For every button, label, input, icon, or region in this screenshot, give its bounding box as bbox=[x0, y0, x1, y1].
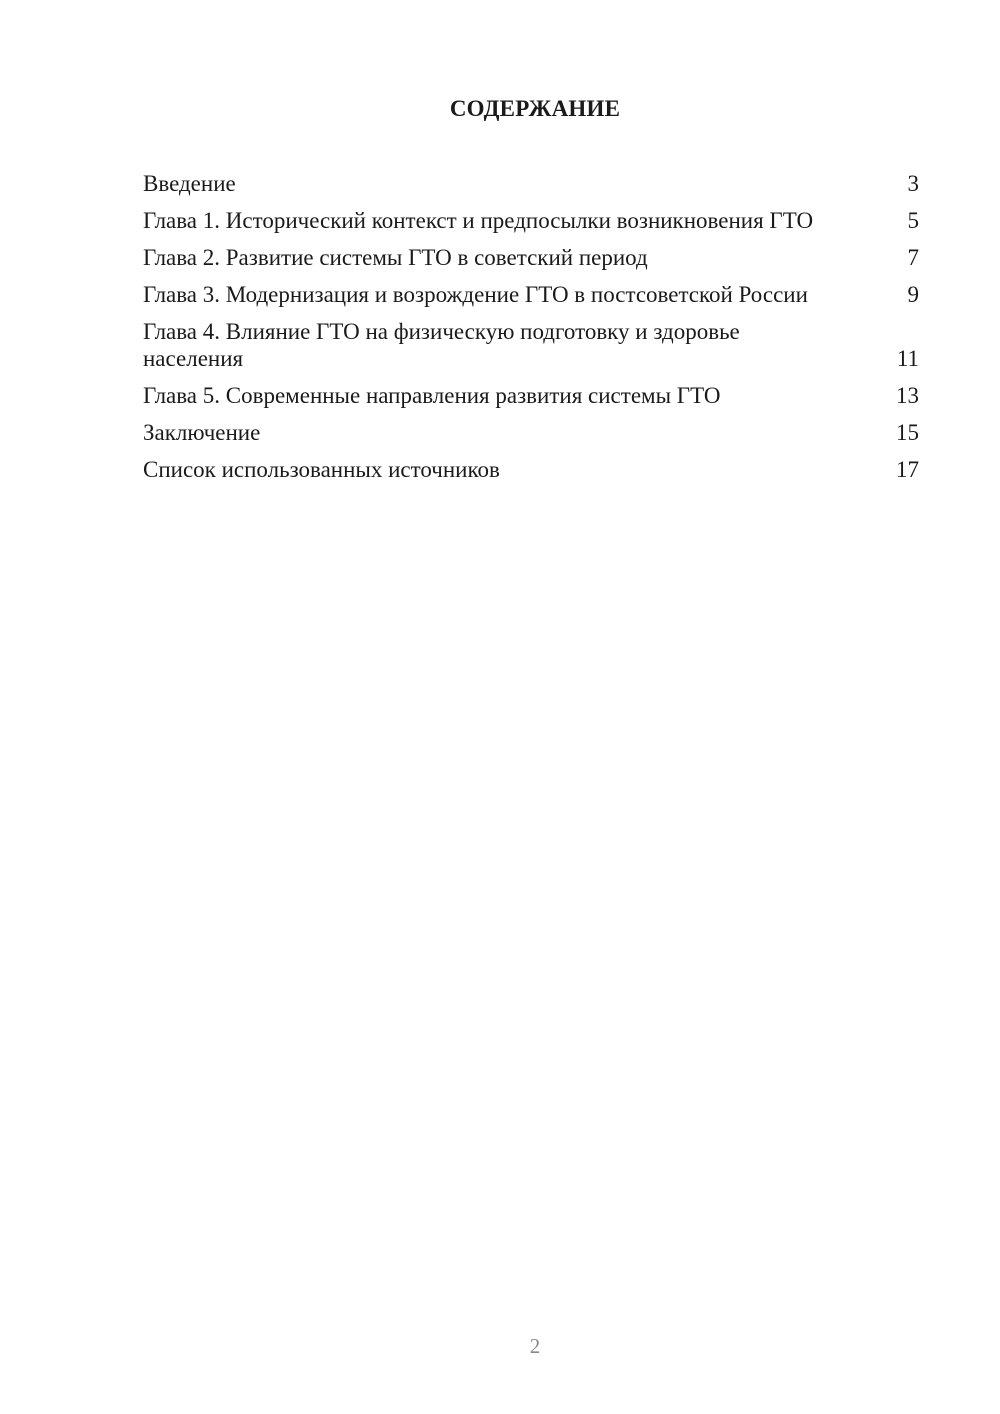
toc-entry-chapter-2 bbox=[143, 244, 919, 271]
toc-entry-text: Глава 4. Влияние ГТО на физическую подготовку и здоровье населения bbox=[143, 319, 740, 371]
toc-entry-references bbox=[143, 456, 919, 483]
toc-entry-page: 5 bbox=[907, 208, 919, 233]
toc-entry-text: Глава 3. Модернизация и возрождение ГТО в постсоветской России bbox=[143, 282, 808, 307]
page-number: 2 bbox=[529, 1334, 541, 1358]
toc-entry-introduction bbox=[143, 170, 919, 197]
toc-entry-text: Глава 1. Исторический контекст и предпосылки возникновения ГТО bbox=[143, 208, 814, 233]
toc-entry-chapter-3 bbox=[143, 281, 919, 308]
toc-entry-text: Заключение bbox=[143, 420, 261, 445]
toc-entry-page: 13 bbox=[896, 383, 919, 408]
toc-entry-page: 11 bbox=[896, 346, 919, 371]
toc-entry-text: Глава 2. Развитие системы ГТО в советский период bbox=[143, 245, 648, 270]
toc-entry-page: 3 bbox=[907, 171, 919, 196]
toc-entry-page: 15 bbox=[896, 420, 919, 445]
toc-title: СОДЕРЖАНИЕ bbox=[449, 96, 621, 121]
toc-list bbox=[143, 170, 919, 493]
toc-entry-chapter-1 bbox=[143, 207, 919, 234]
toc-entry-conclusion bbox=[143, 419, 919, 446]
toc-entry-chapter-5 bbox=[143, 382, 919, 409]
toc-entry-page: 17 bbox=[896, 457, 919, 482]
toc-entry-page: 9 bbox=[907, 282, 919, 307]
toc-entry-page: 7 bbox=[907, 245, 919, 270]
toc-entry-text: Глава 5. Современные направления развития системы ГТО bbox=[143, 383, 721, 408]
toc-entry-text: Список использованных источников bbox=[143, 457, 500, 482]
toc-entry-text: Введение bbox=[143, 171, 236, 196]
toc-entry-chapter-4 bbox=[143, 318, 919, 372]
